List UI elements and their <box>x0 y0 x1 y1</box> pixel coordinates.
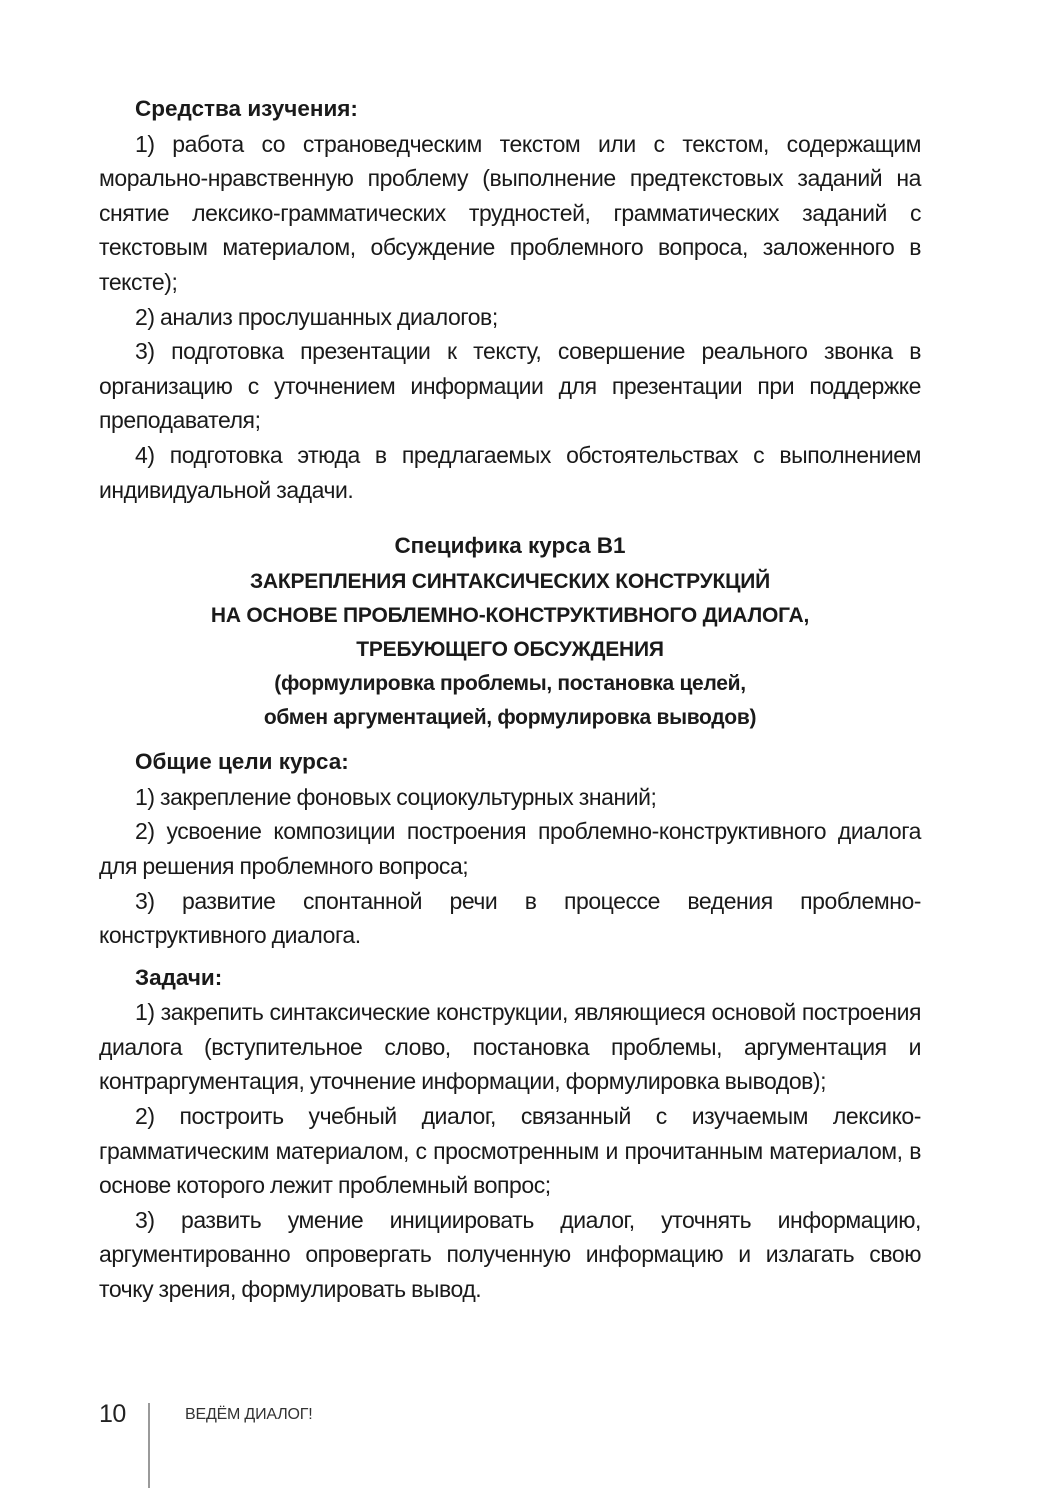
list-item: 3) развить умение инициировать диалог, уточнять информацию, аргументированно опровергать полученную информацию и излагать свою точку зрения, формулировать вывод. <box>99 1206 921 1303</box>
course-subtitle-line: обмен аргументацией, формулировка выводов) <box>263 706 757 730</box>
course-caps-line: ТРЕБУЮЩЕГО ОБСУЖДЕНИЯ <box>356 638 664 662</box>
running-title: ВЕДЁМ ДИАЛОГ! <box>185 1406 313 1423</box>
section-tasks <box>99 961 921 1307</box>
page-number: 10 <box>99 1400 126 1428</box>
footer-divider <box>148 1403 150 1488</box>
list-item: 1) закрепить синтаксические конструкции, являющиеся основой построения диалога (вступительное слово, постановка проблемы, аргументация и контраргументация, уточнение информации, формулировка выводов); <box>99 999 921 1095</box>
list-item: 2) усвоение композиции построения проблемно-конструктивного диалога для решения проблемного вопроса; <box>99 818 921 879</box>
course-caps-line: ЗАКРЕПЛЕНИЯ СИНТАКСИЧЕСКИХ КОНСТРУКЦИЙ <box>249 570 771 594</box>
list-item: 3) развитие спонтанной речи в процессе ведения проблемно-конструктивного диалога. <box>99 887 921 949</box>
course-title: Специфика курса В1 <box>394 533 626 559</box>
list-item: 2) построить учебный диалог, связанный с изучаемым лексико-грамматическим материалом, с просмотренным и прочитанным материалом, в основе которого лежит проблемный вопрос; <box>99 1103 921 1199</box>
list-item: 3) подготовка презентации к тексту, совершение реального звонка в организацию с уточнением информации для презентации при поддержке преподавателя; <box>99 338 921 434</box>
section-heading: Средства изучения: <box>135 96 358 121</box>
list-item: 1) закрепление фоновых социокультурных знаний; <box>135 783 657 810</box>
course-caps-line: НА ОСНОВЕ ПРОБЛЕМНО-КОНСТРУКТИВНОГО ДИАЛОГА, <box>210 604 810 628</box>
course-subtitle-line: (формулировка проблемы, постановка целей, <box>274 672 746 696</box>
list-item: 1) работа со страноведческим текстом или с текстом, содержащим морально-нравственную проблему (выполнение предтекстовых заданий на снятие лексико-грамматических трудностей, грамматических заданий с текстовым материалом, обсуждение проблемного вопроса, заложенного в тексте); <box>99 130 921 295</box>
page-body <box>99 92 921 1307</box>
section-heading: Общие цели курса: <box>135 749 349 775</box>
list-item: 2) анализ прослушанных диалогов; <box>135 303 498 330</box>
section-heading: Задачи: <box>135 964 223 990</box>
list-item: 4) подготовка этюда в предлагаемых обстоятельствах с выполнением индивидуальной задачи. <box>99 441 921 503</box>
course-title-block <box>99 529 921 735</box>
section-goals <box>99 745 921 953</box>
section-means <box>99 92 921 507</box>
